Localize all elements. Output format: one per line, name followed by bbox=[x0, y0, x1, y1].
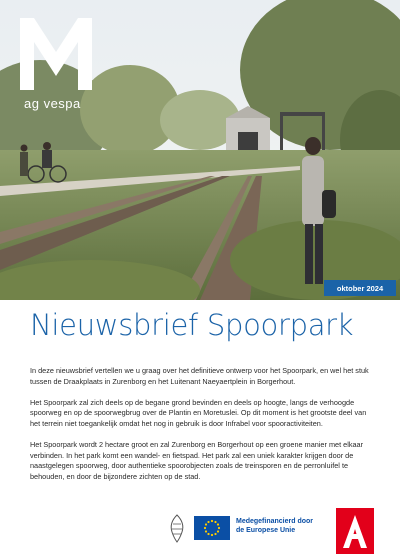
logo-text: ag vespa bbox=[24, 96, 81, 111]
antwerp-a-logo bbox=[336, 508, 374, 554]
ag-vespa-logo bbox=[20, 18, 92, 90]
date-badge: oktober 2024 bbox=[324, 280, 396, 296]
paragraph: Het Spoorpark zal zich deels op de begane grond bevinden en deels op hoogte, langs de verhoogde spoorweg en op de spoorwegbrug over de Plantin en Moretuslei. Op dit moment is het grootste deel van het terrein niet toegankelijk omdat het nog in gebruik is door Infrabel voor spooractiviteiten. bbox=[30, 397, 367, 428]
page-title: Nieuwsbrief Spoorpark bbox=[30, 308, 354, 342]
paragraph: In deze nieuwsbrief vertellen we u graag over het definitieve ontwerp voor het Spoorpark, en wel het stuk tussen de Draakplaats in Zurenborg en het Luitenant Naeyaertplein in Borgerhout. bbox=[30, 366, 369, 386]
antwerp-seal-icon bbox=[168, 514, 186, 544]
eu-line-1: Medegefinancierd door bbox=[236, 518, 314, 525]
eu-flag-icon bbox=[194, 516, 230, 540]
footer bbox=[0, 506, 400, 560]
eu-funding-label bbox=[236, 517, 326, 535]
eu-line-2: de Europese Unie bbox=[236, 527, 296, 534]
article-body bbox=[30, 366, 374, 493]
paragraph: Het Spoorpark wordt 2 hectare groot en zal Zurenborg en Borgerhout op een groene manier met elkaar verbinden. In het park komt een wandel- en fietspad. Het park zal een uniek karakter krijgen door de naastgelegen spoorweg, door authentieke spoorobjecten zoals de treinsporen en de perronluifel te behouden, en door de bijzondere zichten op de stad. bbox=[30, 439, 364, 481]
